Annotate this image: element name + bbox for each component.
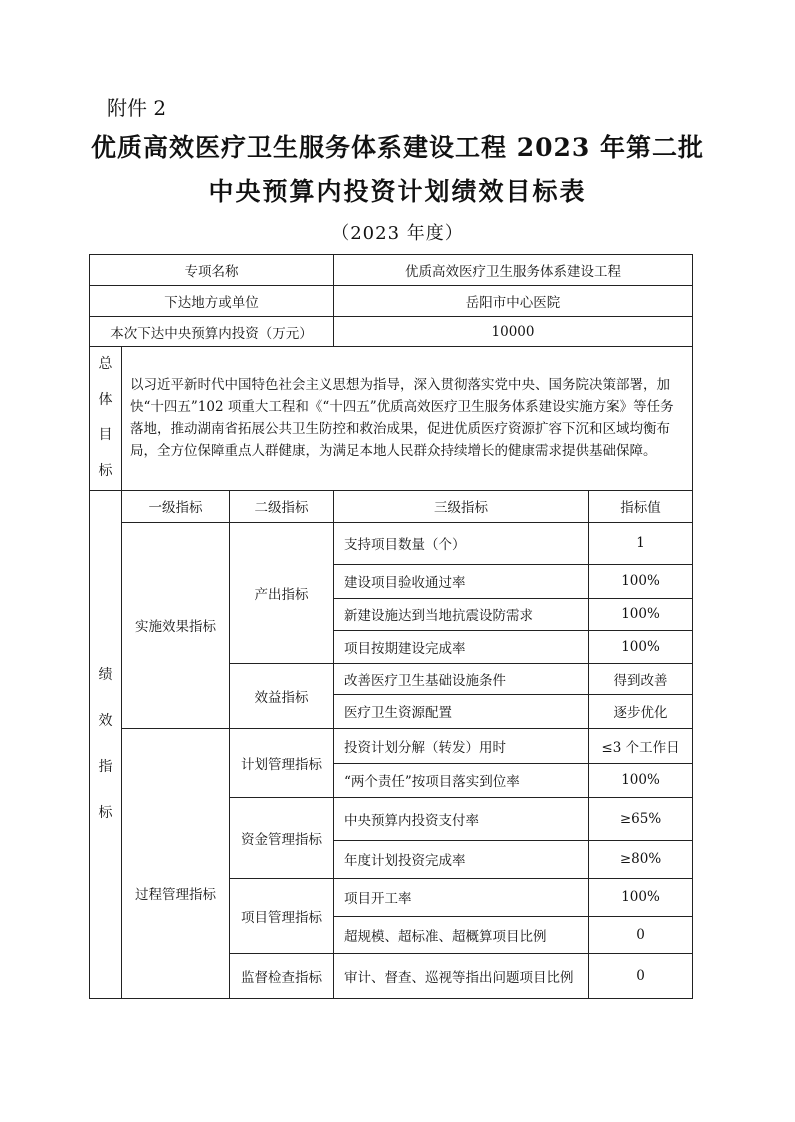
indicator-name: 支持项目数量（个） — [334, 522, 589, 564]
info-row-unit — [90, 286, 693, 317]
header-value: 指标值 — [589, 490, 693, 522]
indicator-label — [90, 490, 122, 998]
document-title-line1: 优质高效医疗卫生服务体系建设工程 2023 年第二批 — [91, 133, 704, 162]
indicator-name: 建设项目验收通过率 — [334, 564, 589, 598]
header-level3: 三级指标 — [334, 490, 589, 522]
indicator-name: 超规模、超标准、超概算项目比例 — [334, 916, 589, 953]
indicator-header-row — [90, 490, 693, 522]
subgroup-supervise: 监督检查指标 — [230, 953, 334, 998]
indicator-value: 0 — [589, 916, 693, 953]
indicator-value: 得到改善 — [589, 663, 693, 694]
goal-label — [90, 347, 122, 491]
goal-text: 以习近平新时代中国特色社会主义思想为指导，深入贯彻落实党中央、国务院决策部署，加快“十四五”102 项重大工程和《“十四五”优质高效医疗卫生服务体系建设实施方案》等任务落地，推动湖南省拓展公共卫生防控和救治成果，促进优质医疗资源扩容下沉和区域均衡布局，全方位保障重点人群健康，为满足本地人民群众持续增长的健康需求提供基础保障。 — [122, 347, 693, 491]
investment-value: 10000 — [334, 317, 693, 347]
project-label: 专项名称 — [90, 255, 334, 286]
indicator-name: 投资计划分解（转发）用时 — [334, 728, 589, 763]
indicator-value: 逐步优化 — [589, 694, 693, 728]
unit-value: 岳阳市中心医院 — [334, 286, 693, 317]
indicator-name: 医疗卫生资源配置 — [334, 694, 589, 728]
indicator-name: 新建设施达到当地抗震设防需求 — [334, 598, 589, 630]
performance-table — [89, 254, 693, 999]
table-row — [90, 522, 693, 564]
project-value: 优质高效医疗卫生服务体系建设工程 — [334, 255, 693, 286]
investment-label: 本次下达中央预算内投资（万元） — [90, 317, 334, 347]
subgroup-plan: 计划管理指标 — [230, 728, 334, 797]
indicator-value: 100% — [589, 630, 693, 663]
document-title-line2: 中央预算内投资计划绩效目标表 — [208, 177, 587, 206]
document-year: （2023 年度） — [331, 223, 464, 244]
indicator-label-text: 绩效指标 — [98, 666, 113, 822]
indicator-name: 项目开工率 — [334, 878, 589, 916]
subgroup-fund: 资金管理指标 — [230, 797, 334, 878]
indicator-value: 100% — [589, 598, 693, 630]
indicator-value: 0 — [589, 953, 693, 998]
table-row — [90, 728, 693, 763]
goal-label-text: 总体目标 — [98, 356, 113, 480]
group-process: 过程管理指标 — [122, 728, 230, 998]
info-row-investment — [90, 317, 693, 347]
unit-label: 下达地方或单位 — [90, 286, 334, 317]
indicator-name: 中央预算内投资支付率 — [334, 797, 589, 840]
subgroup-output: 产出指标 — [230, 522, 334, 663]
attachment-label: 附件 2 — [107, 96, 167, 120]
indicator-value: 100% — [589, 878, 693, 916]
subgroup-project: 项目管理指标 — [230, 878, 334, 953]
indicator-name: 年度计划投资完成率 — [334, 840, 589, 878]
info-row-project — [90, 255, 693, 286]
indicator-name: 项目按期建设完成率 — [334, 630, 589, 663]
header-level1: 一级指标 — [122, 490, 230, 522]
indicator-value: ≤3 个工作日 — [589, 728, 693, 763]
indicator-value: ≥65% — [589, 797, 693, 840]
indicator-name: 改善医疗卫生基础设施条件 — [334, 663, 589, 694]
indicator-value: 100% — [589, 564, 693, 598]
subgroup-benefit: 效益指标 — [230, 663, 334, 728]
indicator-value: 1 — [589, 522, 693, 564]
indicator-name: 审计、督查、巡视等指出问题项目比例 — [334, 953, 589, 998]
indicator-value: 100% — [589, 763, 693, 797]
goal-row — [90, 347, 693, 491]
indicator-value: ≥80% — [589, 840, 693, 878]
header-level2: 二级指标 — [230, 490, 334, 522]
group-implementation: 实施效果指标 — [122, 522, 230, 728]
indicator-name: “两个责任”按项目落实到位率 — [334, 763, 589, 797]
